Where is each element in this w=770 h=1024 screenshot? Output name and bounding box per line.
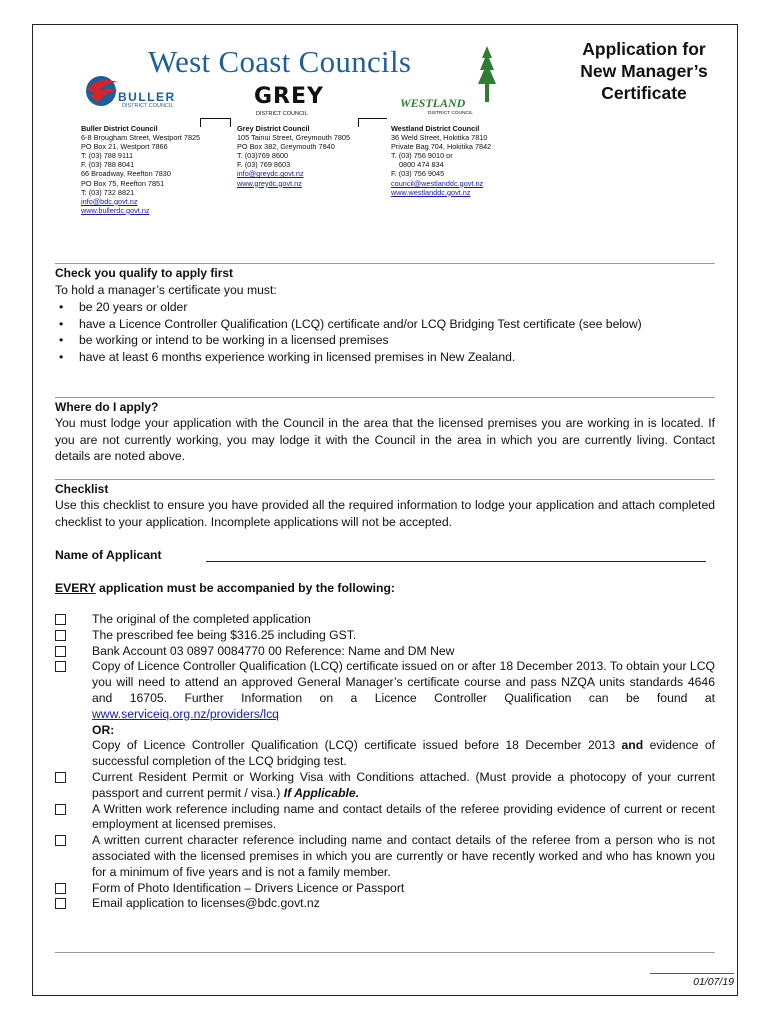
checkbox[interactable]: [55, 804, 66, 815]
grey-line: T. (03)769 8600: [237, 151, 289, 161]
checklist-item-fee: The prescribed fee being $316.25 including GST.: [55, 628, 715, 644]
westland-contact: [391, 124, 491, 197]
checkbox[interactable]: [55, 883, 66, 894]
checklist-item-email: Email application to licenses@bdc.govt.nz: [55, 896, 715, 912]
grey-line: 105 Tainui Street, Greymouth 7805: [237, 133, 351, 143]
westland-logo-sub: DISTRICT COUNCIL: [428, 111, 473, 116]
grey-logo-sub: DISTRICT COUNCIL: [256, 111, 308, 117]
westland-council-name: Westland District Council: [391, 124, 480, 133]
applicant-label: Name of Applicant: [55, 548, 162, 562]
footer-rule: [650, 973, 734, 974]
buller-web-link[interactable]: www.bullerdc.govt.nz: [81, 205, 150, 215]
list-item: • have a Licence Controller Qualification (LCQ) certificate and/or LCQ Bridging Test certificate (see below): [59, 316, 642, 331]
checklist-lcq-alt: Copy of Licence Controller Qualification (LCQ) certificate issued before 18 December 2013 and evidence of successful completion of the LCQ bridging test.: [92, 738, 715, 769]
list-item: • have at least 6 months experience working in licensed premises in New Zealand.: [59, 350, 516, 365]
applicant-name-field[interactable]: [206, 561, 706, 562]
tree-icon: [476, 46, 498, 106]
qualify-heading: Check you qualify to apply first: [55, 266, 234, 280]
serviceiq-link[interactable]: www.serviceiq.org.nz/providers/lcq: [92, 706, 279, 721]
westland-line: F. (03) 756 9045: [391, 169, 445, 179]
checkbox[interactable]: [55, 661, 66, 672]
every-heading: [55, 581, 395, 595]
buller-line: F. (03) 788 8041: [81, 160, 135, 170]
list-item: • be 20 years or older: [59, 300, 188, 314]
checkbox[interactable]: [55, 835, 66, 846]
checkbox[interactable]: [55, 614, 66, 625]
checkbox[interactable]: [55, 898, 66, 909]
westland-line: 0800 474 834: [399, 160, 444, 170]
westland-line: 36 Weld Street, Hokitika 7810: [391, 133, 488, 143]
bracket-left-right: [200, 118, 231, 127]
footer-date: 01/07/19: [693, 976, 734, 988]
form-title-line-1: Application for: [582, 39, 706, 59]
grey-line: F. (03) 769 8603: [237, 160, 291, 170]
buller-line: PO Box 21, Westport 7866: [81, 142, 168, 152]
westland-email-link[interactable]: council@westlanddc.govt.nz: [391, 178, 484, 188]
westland-line: Private Bag 704, Hokitika 7842: [391, 142, 492, 152]
grey-web-link[interactable]: www.greydc.govt.nz: [237, 178, 302, 188]
where-body: You must lodge your application with the Council in the area that the licensed premises you are working in is located. If you are not currently working, you may lodge it with the Council in the area in which you are currently living. Contact details are noted above.: [55, 416, 715, 464]
every-word: EVERY: [55, 581, 96, 595]
grey-email-link[interactable]: info@greydc.govt.nz: [237, 169, 304, 179]
buller-logo-name: BULLER: [118, 90, 176, 104]
divider: [55, 263, 715, 264]
buller-line: PO Box 75, Reefton 7851: [81, 178, 165, 188]
buller-email-link[interactable]: info@bdc.govt.nz: [81, 196, 138, 206]
buller-line: 66 Broadway, Reefton 7830: [81, 169, 171, 179]
checklist-item-lcq: Copy of Licence Controller Qualification (LCQ) certificate issued on or after 18 December 2013. To obtain your LCQ you will need to attend an approved General Manager’s certificate course and pass NZQA units standards 4646 and 16705. Further Information on a Licence Controller Qualification can be found at www.serviceiq.org.nz/providers/lcq: [55, 659, 715, 722]
grey-line: PO Box 382, Greymouth 7840: [237, 142, 335, 152]
grey-contact: [237, 124, 350, 188]
buller-logo-sub: DISTRICT COUNCIL: [122, 103, 174, 109]
buller-contact: [81, 124, 200, 215]
where-heading: Where do I apply?: [55, 400, 159, 414]
buller-line: T: (03) 732 8821: [81, 187, 135, 197]
checklist-item-photo-id: Form of Photo Identification – Drivers Licence or Passport: [55, 881, 715, 897]
list-item: • be working or intend to be working in a licensed premises: [59, 333, 389, 348]
qualify-intro: To hold a manager’s certificate you must:: [55, 283, 277, 297]
buller-line: 6-8 Brougham Street, Westport 7825: [81, 133, 201, 143]
checklist-item-original: The original of the completed application: [55, 612, 715, 628]
westland-web-link[interactable]: www.westlanddc.govt.nz: [391, 187, 471, 197]
divider: [55, 397, 715, 398]
qualify-list: [55, 299, 715, 366]
checkbox[interactable]: [55, 772, 66, 783]
form-title: [556, 38, 732, 104]
form-title-line-2: New Manager’s: [580, 61, 708, 81]
checkbox[interactable]: [55, 630, 66, 641]
checklist-item-work-ref: A Written work reference including name and contact details of the referee providing evidence of current or recent employment at licensed premises.: [55, 802, 715, 834]
westland-line: T. (03) 756 9010 or: [391, 151, 453, 161]
banner-title: West Coast Councils: [148, 44, 412, 79]
grey-council-name: Grey District Council: [237, 124, 310, 133]
divider: [55, 952, 715, 953]
checklist-or: OR:: [92, 722, 115, 737]
form-title-line-3: Certificate: [601, 83, 687, 103]
grey-logo: [254, 80, 324, 120]
divider: [55, 479, 715, 480]
checklist-item-bank: Bank Account 03 0897 0084770 00 Reference: Name and DM New: [55, 644, 715, 660]
every-rest: application must be accompanied by the following:: [95, 581, 395, 595]
checklist-item-char-ref: A written current character reference including name and contact details of the referee from a person who is not associated with the licensed premises in which you are currently or have recently worked and who has known you for a minimum of five years and is not a family member.: [55, 833, 715, 880]
buller-council-name: Buller District Council: [81, 124, 158, 133]
checklist-item-permit: Current Resident Permit or Working Visa with Conditions attached. (Must provide a photocopy of your current passport and current permit / visa.) If Applicable.: [55, 770, 715, 802]
checklist-body: Use this checklist to ensure you have provided all the required information to lodge your application and attach completed checklist to your application. Incomplete applications will not be accepted.: [55, 498, 715, 529]
buller-line: T: (03) 788 9111: [81, 151, 134, 161]
bracket-right: [358, 118, 387, 127]
westland-logo: [398, 46, 498, 120]
checkbox[interactable]: [55, 646, 66, 657]
westland-logo-name: WESTLAND: [400, 96, 466, 110]
grey-logo-name: GREY: [254, 84, 324, 109]
requirements-checklist: [55, 612, 715, 912]
buller-logo: [84, 74, 174, 118]
checklist-heading: Checklist: [55, 482, 109, 496]
